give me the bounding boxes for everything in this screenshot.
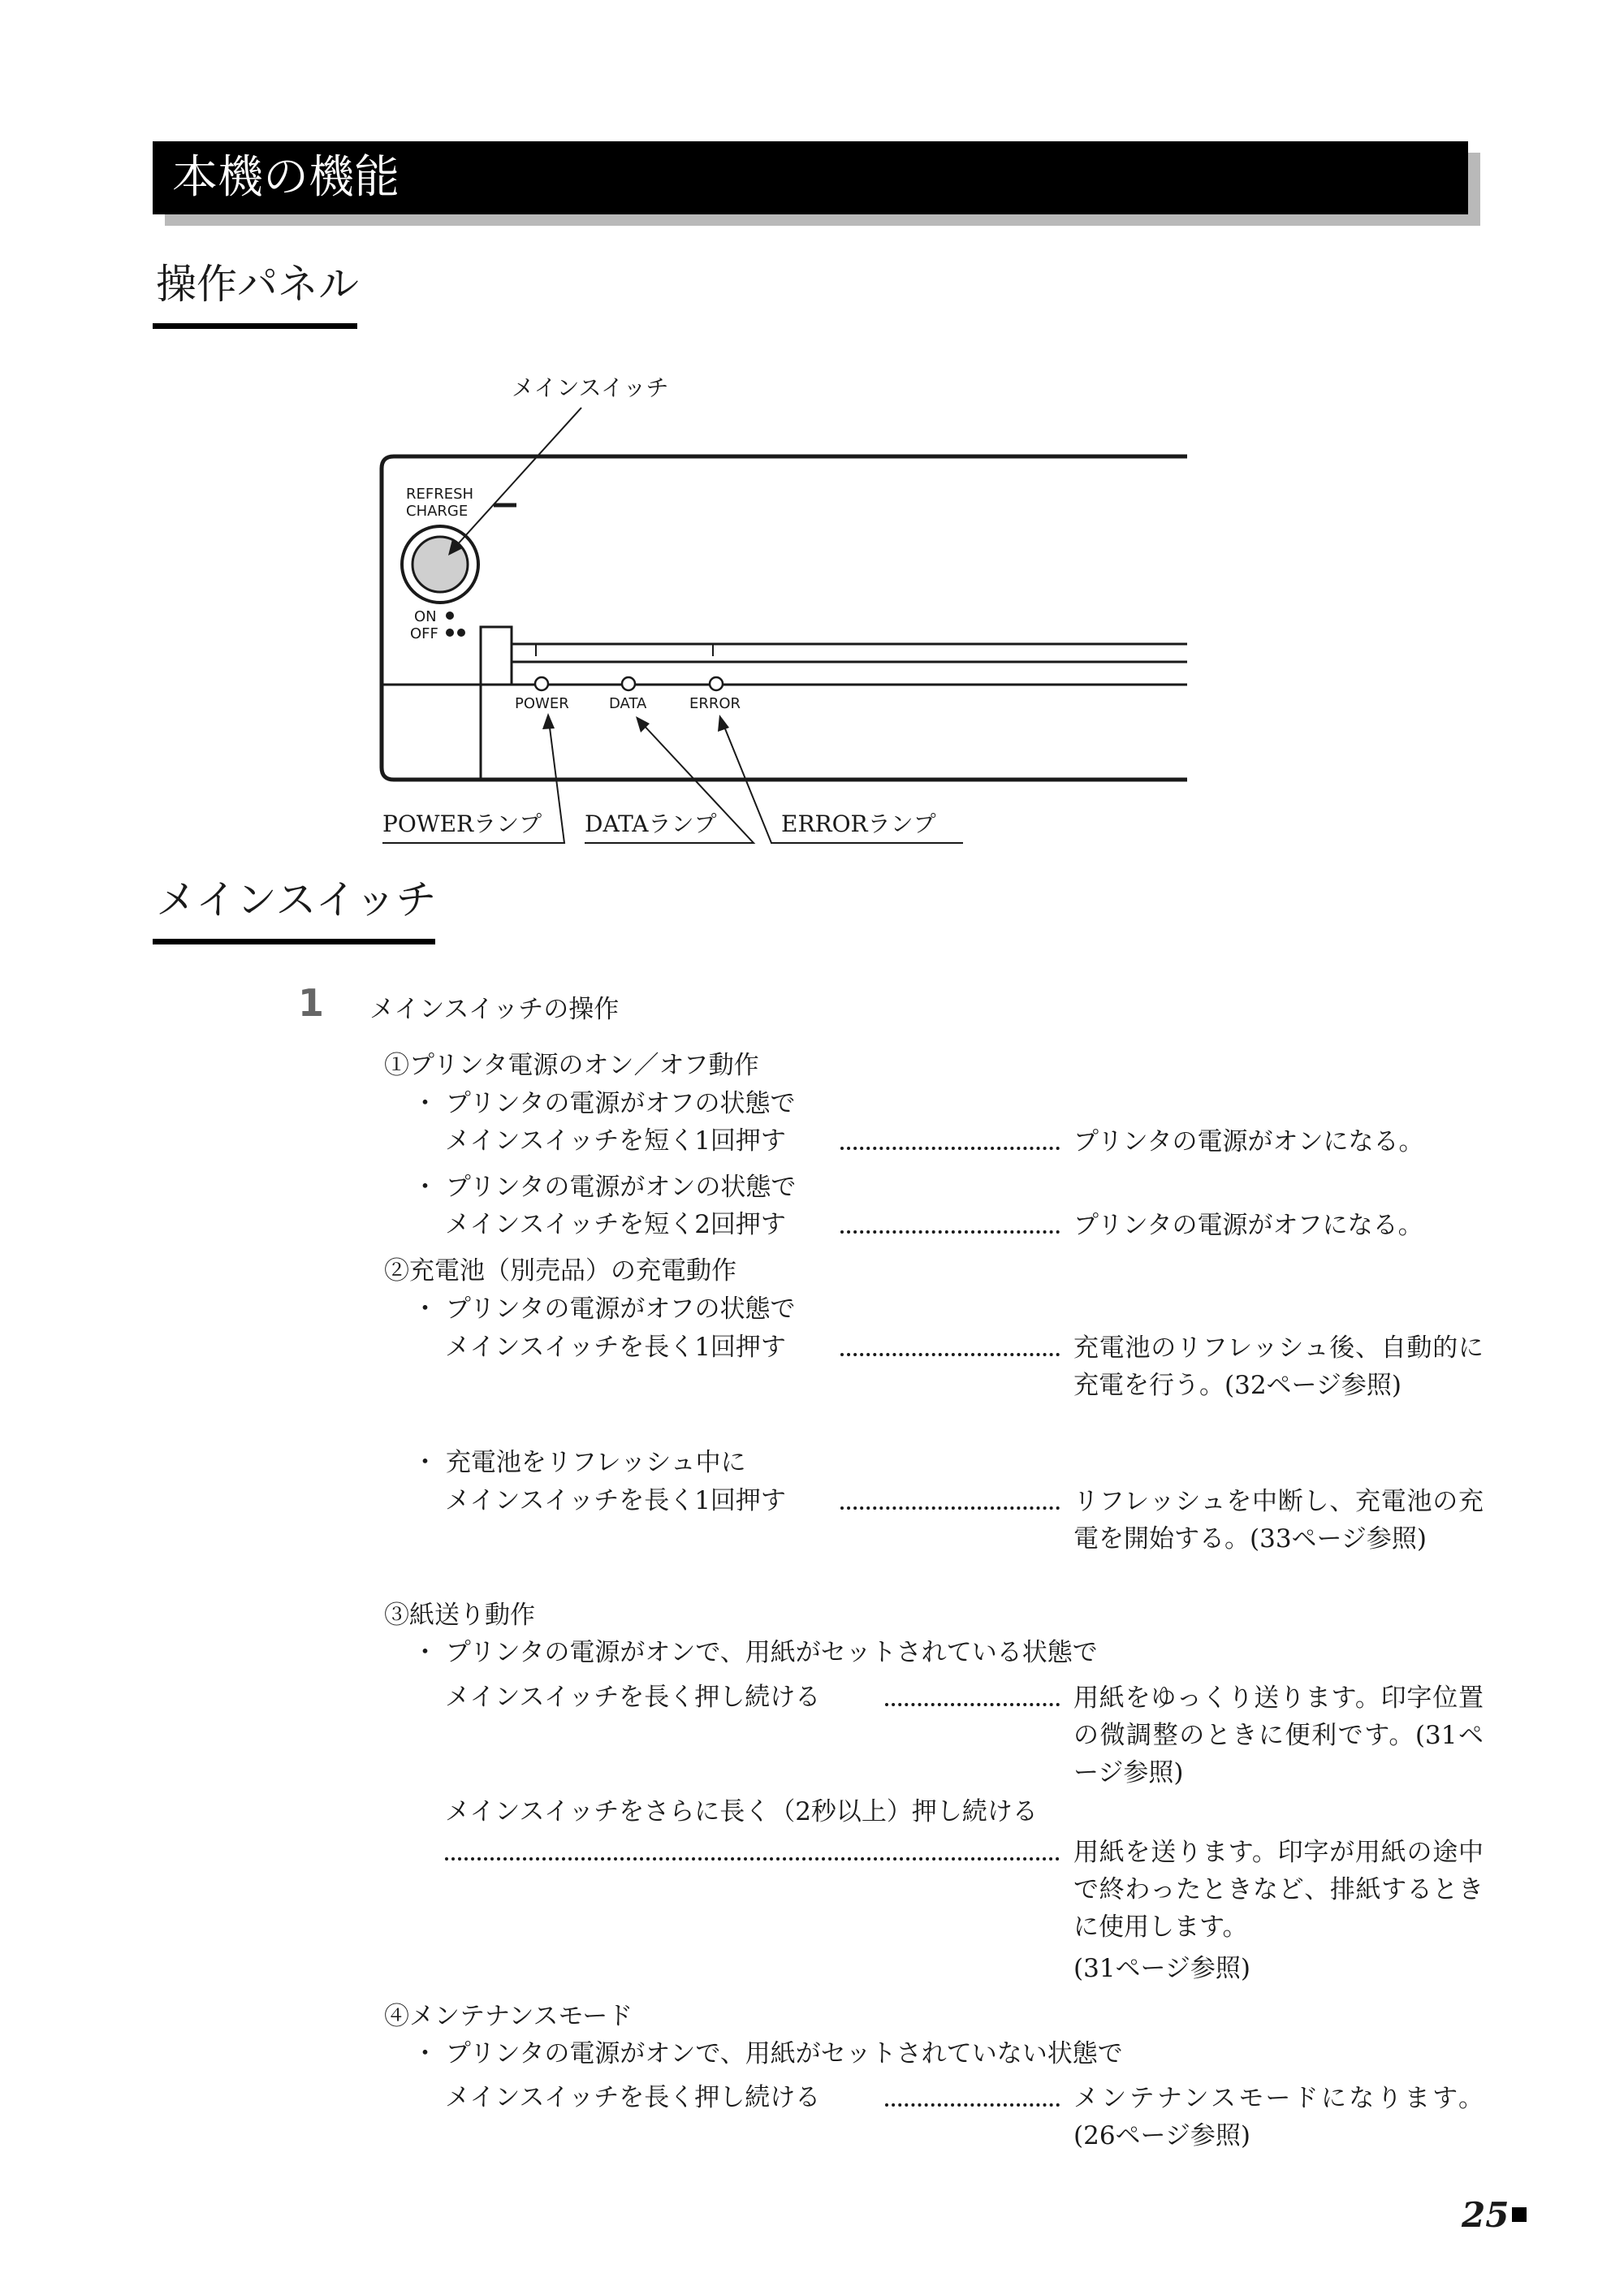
item-action: メインスイッチを短く2回押す [445,1210,786,1239]
power-lamp-label: POWER [515,695,569,712]
step-number: 1 [298,981,325,1025]
section-title-operation-panel: 操作パネル [156,261,359,308]
item-heading: ②充電池（別売品）の充電動作 [384,1256,736,1286]
page-number: 25 [1462,2195,1510,2235]
item-result: 充電池のリフレッシュ後、自動的に充電を行う。(32ページ参照) [1073,1333,1484,1400]
leader-dots [840,1230,1060,1234]
charge-label: CHARGE [406,503,469,520]
leader-dots [885,1703,1060,1706]
item-result: メンテナンスモードになります。(26ページ参照) [1073,2084,1484,2150]
leader-dots [840,1506,1060,1510]
item-action: メインスイッチを長く1回押す [445,1486,786,1515]
main-switch-button [412,537,468,592]
data-lamp-label: DATA [609,695,647,712]
data-lamp-callout: DATAランプ [585,810,717,837]
leader-dots [885,2103,1060,2107]
lamp-panel-edge [481,627,1187,780]
item-action: メインスイッチを長く押し続ける [445,2083,821,2112]
item-result: 用紙を送ります。印字が用紙の途中で終わったときなど、排紙するときに使用します。 [1073,1838,1484,1942]
item-result: プリンタの電源がオフになる。 [1073,1211,1423,1240]
on-label: ON [414,608,437,625]
item-condition: ・ プリンタの電源がオフの状態で [412,1294,796,1324]
refresh-label: REFRESH [406,486,474,503]
item-condition: ・ プリンタの電源がオンで、用紙がセットされていない状態で [412,2039,1123,2068]
step-title: メインスイッチの操作 [369,995,620,1024]
item-condition: ・ プリンタの電源がオンの状態で [412,1173,797,1202]
item-condition: ・ 充電池をリフレッシュ中に [412,1448,746,1477]
leader-dots [445,1857,1060,1861]
power-lamp-callout: POWERランプ [382,810,542,837]
item-action: メインスイッチを長く1回押す [445,1333,786,1362]
error-lamp [710,677,723,690]
error-lamp-callout: ERRORランプ [781,810,936,837]
main-switch-callout: メインスイッチ [512,374,669,401]
item-action: メインスイッチをさらに長く（2秒以上）押し続ける [445,1797,1038,1826]
section-title-main-switch: メインスイッチ [156,876,437,923]
leader-dots [840,1147,1060,1150]
chapter-title: 本機の機能 [153,141,1468,214]
error-lamp-label: ERROR [689,695,741,712]
item-condition: ・ プリンタの電源がオンで、用紙がセットされている状態で [412,1638,1098,1667]
section-rule [153,939,435,944]
page-number-marker [1512,2207,1527,2222]
item-heading: ③紙送り動作 [384,1601,535,1630]
leader-dots [840,1353,1060,1356]
power-lamp [535,677,548,690]
item-heading: ①プリンタ電源のオン／オフ動作 [384,1051,759,1080]
data-lamp [622,677,635,690]
item-action: メインスイッチを長く押し続ける [445,1683,821,1712]
item-action: メインスイッチを短く1回押す [445,1126,786,1156]
item-result: プリンタの電源がオンになる。 [1073,1127,1424,1156]
item-result-reference: (31ページ参照) [1073,1954,1251,1983]
item-condition: ・ プリンタの電源がオフの状態で [412,1089,796,1118]
off-label: OFF [410,625,438,642]
item-result: リフレッシュを中断し、充電池の充電を開始する。(33ページ参照) [1073,1487,1484,1554]
item-result: 用紙をゆっくり送ります。印字位置の微調整のときに便利です。(31ページ参照) [1073,1683,1484,1787]
item-heading: ④メンテナンスモード [384,2002,633,2031]
